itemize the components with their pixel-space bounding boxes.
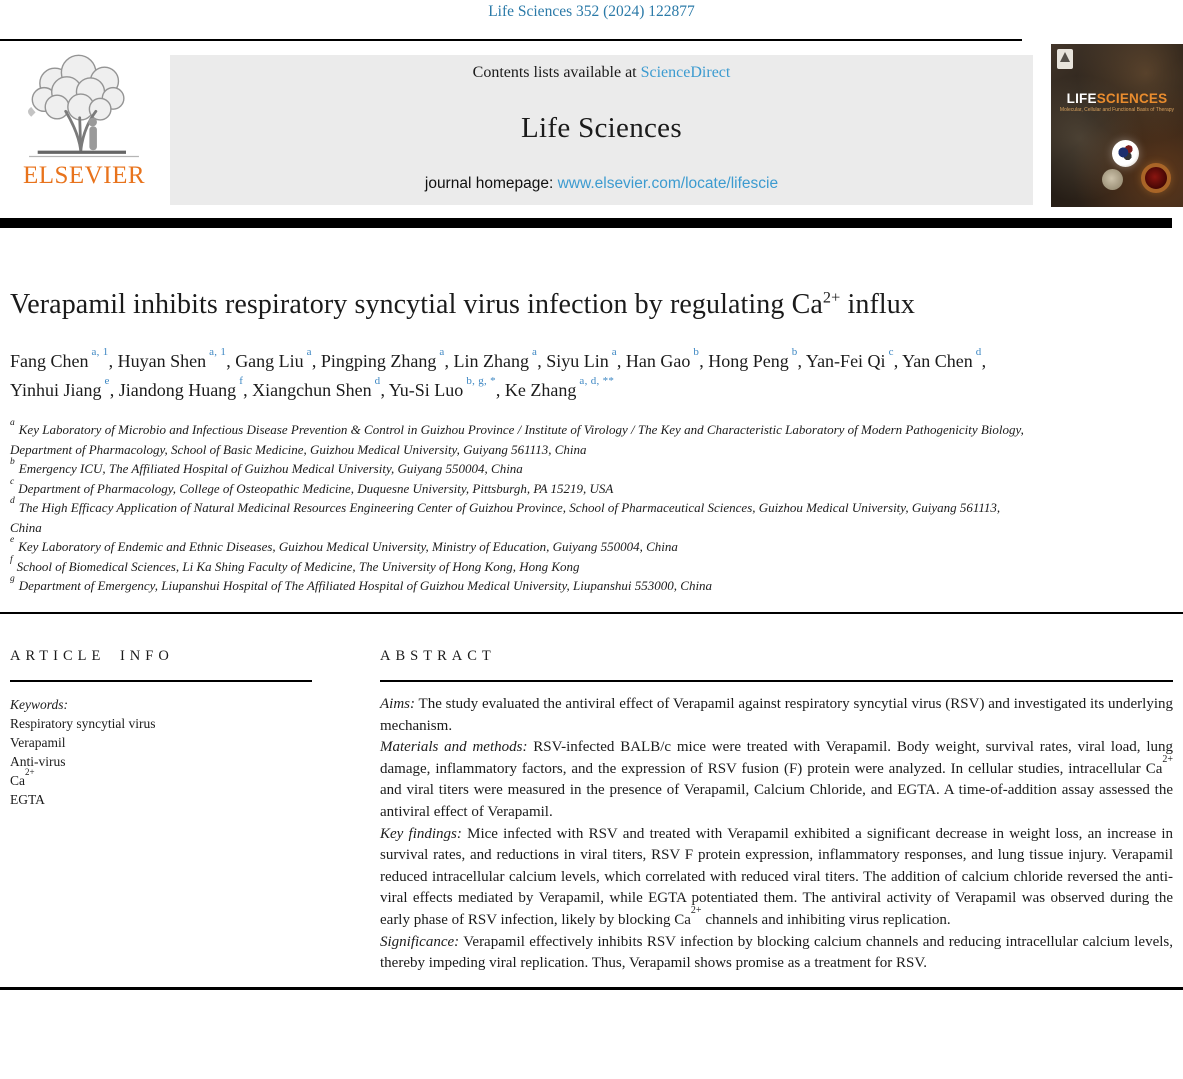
paragraph-text: Mice infected with RSV and treated with Verapamil exhibited a significant decrease in weight loss, an increase in survival rates, and reductions in viral titers, RSV F protein expression, inflammatory responses, and lung tissue injury. Verapamil reduced intracellular calcium levels, which correlated with reduced viral titers. The addition of calcium chloride reversed the anti-viral effects mediated by Verapamil, while EGTA potentiated them. The antiviral activity of Verapamil was observed during the early phase of RSV infection, likely by blocking Ca (380, 825, 1174, 928)
affiliation-list (10, 420, 1025, 596)
author-affiliation-superscript: c (888, 345, 894, 358)
keyword-text: Respiratory syncytial virus (10, 716, 156, 732)
author-name: Huyan Shen (117, 350, 207, 371)
author-separator: , (311, 350, 321, 371)
author-name: Hong Peng (708, 350, 789, 371)
affiliation-text: Department of Pharmacology, College of Osteopathic Medicine, Duquesne University, Pittsburgh, PA 15219, USA (18, 480, 614, 496)
author-separator: , (797, 350, 806, 371)
abstract-paragraph-significance (380, 932, 1173, 975)
author-affiliation-superscript: e (104, 375, 110, 388)
affiliation (10, 476, 1025, 499)
affiliation-mark: a (10, 418, 15, 429)
cover-cell-white (1112, 140, 1139, 167)
author-name: Yu-Si Luo (388, 379, 464, 400)
author-affiliation-superscript: d (975, 345, 982, 358)
affiliation-mark: b (10, 457, 15, 468)
author-separator: , (109, 379, 119, 400)
info-abstract-columns (0, 648, 1183, 975)
affiliation-text: The High Efficacy Application of Natural Medicinal Resources Engineering Center of Guizhou Province, School of Pharmaceutical Sciences, Guizhou Medical University, Guiyang 561113, China (10, 500, 1001, 535)
affiliation (10, 459, 1025, 479)
author (708, 345, 806, 371)
author (118, 375, 253, 400)
author (453, 345, 547, 371)
affiliation-text: Emergency ICU, The Affiliated Hospital of Guizhou Medical University, Guiyang 550004, China (18, 461, 523, 477)
affiliation (10, 576, 1025, 596)
author-name: Pingping Zhang (320, 350, 437, 371)
paragraph-label: Aims: (380, 696, 415, 713)
affiliation-text: Department of Emergency, Liupanshui Hospital of The Affiliated Hospital of Guizhou Medical University, Liupanshui 553000, China (18, 578, 713, 594)
keyword-superscript: 2+ (25, 767, 35, 778)
cover-cell-red (1141, 163, 1171, 193)
paragraph-text: and viral titers were measured in the presence of Verapamil, Calcium Chloride, and EGTA. A time-of-addition assay assessed the antiviral effect of Verapamil. (380, 782, 1173, 820)
ca-superscript: 2+ (690, 905, 702, 917)
author-name: Xiangchun Shen (252, 379, 372, 400)
keyword (10, 752, 312, 771)
masthead-divider-bar (0, 218, 1172, 228)
affiliation-mark: d (10, 496, 15, 507)
author (546, 345, 626, 371)
author (10, 375, 119, 400)
homepage-line (170, 175, 1033, 193)
affiliation-mark: e (10, 535, 15, 546)
author-list (10, 347, 1025, 405)
keyword (10, 714, 312, 733)
author-name: Lin Zhang (453, 350, 530, 371)
paragraph-text: The study evaluated the antiviral effect of Verapamil against respiratory syncytial virus (RSV) and investigated its underlying mechanism. (380, 696, 1173, 734)
paragraph-label: Materials and methods: (380, 739, 528, 756)
cover-subtitle: Molecular, Cellular and Functional Basis of Therapy (1059, 107, 1175, 113)
author-separator: , (537, 350, 547, 371)
author-separator: , (444, 350, 454, 371)
elsevier-wordmark: ELSEVIER (22, 162, 146, 189)
affiliation-text: Key Laboratory of Microbio and Infectious Disease Prevention & Control in Guizhou Province / Institute of Virology / The Key and Characteristic Laboratory of Modern Pathogenicity Biology, Department of Pharmacology, School of Basic Medicine, Guizhou Medical University, Guiyang 561113, China (10, 422, 1024, 457)
abstract-rule (380, 680, 1173, 682)
author (388, 375, 505, 400)
article-info-heading: ARTICLE INFO (10, 647, 174, 664)
author-name: Yan Chen (902, 350, 973, 371)
title-text: Verapamil inhibits respiratory syncytial virus infection by regulating Ca (10, 289, 823, 320)
author (625, 345, 709, 371)
abstract-paragraph-methods (380, 737, 1173, 823)
author-separator: , (616, 350, 626, 371)
author-affiliation-superscript: a (439, 345, 445, 358)
sciencedirect-link[interactable]: ScienceDirect (640, 64, 731, 81)
title-superscript: 2+ (822, 288, 841, 307)
author-separator: , (380, 379, 389, 400)
author-name: Siyu Lin (546, 350, 609, 371)
author-affiliation-superscript: b (693, 345, 700, 358)
author-affiliation-superscript: a (306, 345, 312, 358)
author-affiliation-superscript: d (374, 375, 381, 388)
journal-reference: Life Sciences 352 (2024) 122877 (488, 3, 695, 20)
article-info-section (10, 648, 312, 975)
paragraph-text: channels and inhibiting virus replication. (701, 911, 951, 928)
author (320, 345, 454, 371)
affiliation (10, 554, 1025, 577)
paragraph-label: Significance: (380, 933, 460, 950)
affiliation-mark: g (10, 574, 15, 585)
abstract-text (380, 694, 1173, 975)
author (902, 345, 987, 371)
bottom-rule (0, 987, 1183, 990)
abstract-paragraph-aims (380, 694, 1173, 737)
author-affiliation-superscript: a (532, 345, 538, 358)
keywords-label: Keywords: (10, 697, 68, 713)
author-separator: , (495, 379, 505, 400)
journal-banner (170, 55, 1033, 205)
affiliation-mark: c (10, 476, 15, 487)
keyword-text: EGTA (10, 792, 45, 808)
author-affiliation-superscript: a, d, ** (579, 375, 615, 388)
author-name: Yinhui Jiang (10, 379, 102, 400)
cover-elsevier-mark-icon (1057, 49, 1073, 69)
affiliation (10, 420, 1025, 459)
mid-rule (0, 612, 1183, 614)
keywords-list (10, 714, 312, 809)
keyword (10, 767, 312, 790)
author-affiliation-superscript: a (611, 345, 617, 358)
author-affiliation-superscript: a, 1 (91, 345, 109, 358)
author-affiliation-superscript: b, g, * (466, 375, 496, 388)
author-affiliation-superscript: b (791, 345, 798, 358)
author-separator: , (893, 350, 903, 371)
author-affiliation-superscript: a, 1 (209, 345, 227, 358)
title-tail: influx (840, 289, 915, 320)
author (10, 345, 118, 371)
abstract-paragraph-findings (380, 824, 1173, 932)
author-separator: , (243, 379, 253, 400)
ca-superscript: 2+ (1162, 754, 1173, 766)
author-separator: , (226, 350, 236, 371)
affiliation-text: School of Biomedical Sciences, Li Ka Shing Faculty of Medicine, The University of Hong Kong, Hong Kong (16, 558, 580, 574)
author (805, 345, 903, 371)
keyword-text: Verapamil (10, 735, 66, 751)
author (117, 345, 236, 371)
elsevier-tree-icon (13, 51, 155, 163)
paragraph-label: Key findings: (380, 825, 462, 842)
article-info-rule (10, 680, 312, 682)
elsevier-logo[interactable] (0, 41, 168, 188)
journal-name: Life Sciences (521, 112, 682, 144)
abstract-section (380, 648, 1173, 975)
contents-line (170, 64, 1033, 82)
cover-title (1051, 91, 1183, 106)
journal-cover-thumbnail[interactable] (1051, 44, 1183, 207)
author-affiliation-superscript: f (239, 375, 244, 388)
author-name: Jiandong Huang (118, 379, 237, 400)
article-title (10, 287, 975, 323)
keyword-text: Ca (10, 773, 25, 789)
keyword-text: Anti-virus (10, 754, 66, 770)
paragraph-text: Verapamil effectively inhibits RSV infection by blocking calcium channels and reducing intracellular calcium levels, thereby impeding viral replication. Thus, Verapamil shows promise as a treatment for RSV. (380, 933, 1173, 972)
author-name: Ke Zhang (504, 379, 577, 400)
cover-cell-pale (1102, 169, 1123, 190)
masthead (0, 41, 1183, 207)
author-separator: , (699, 350, 709, 371)
abstract-heading: ABSTRACT (380, 647, 496, 664)
affiliation-mark: f (10, 554, 13, 565)
keyword (10, 733, 312, 752)
author (235, 345, 321, 371)
affiliation (10, 498, 1025, 537)
homepage-prefix: journal homepage: (424, 175, 558, 192)
author (504, 375, 615, 400)
author-name: Han Gao (625, 350, 691, 371)
author-name: Fang Chen (10, 350, 89, 371)
affiliation (10, 537, 1025, 557)
author-name: Gang Liu (235, 350, 304, 371)
affiliation-text: Key Laboratory of Endemic and Ethnic Diseases, Guizhou Medical University, Ministry of Education, Guiyang 550004, China (18, 539, 678, 555)
cover-title-life: LIFE (1066, 91, 1097, 106)
author-separator: , (981, 350, 987, 371)
author-separator: , (108, 350, 118, 371)
author-name: Yan-Fei Qi (805, 350, 886, 371)
keyword (10, 790, 312, 809)
cover-title-sciences: SCIENCES (1096, 91, 1168, 106)
contents-prefix: Contents lists available at (472, 64, 641, 81)
paragraph-text: RSV-infected BALB/c mice were treated with Verapamil. Body weight, survival rates, viral load, lung damage, inflammatory factors, and the expression of RSV fusion (F) protein were analyzed. In cellular studies, intracellular Ca (380, 739, 1173, 777)
author (252, 375, 389, 400)
journal-homepage-link[interactable]: www.elsevier.com/locate/lifescie (557, 175, 779, 192)
